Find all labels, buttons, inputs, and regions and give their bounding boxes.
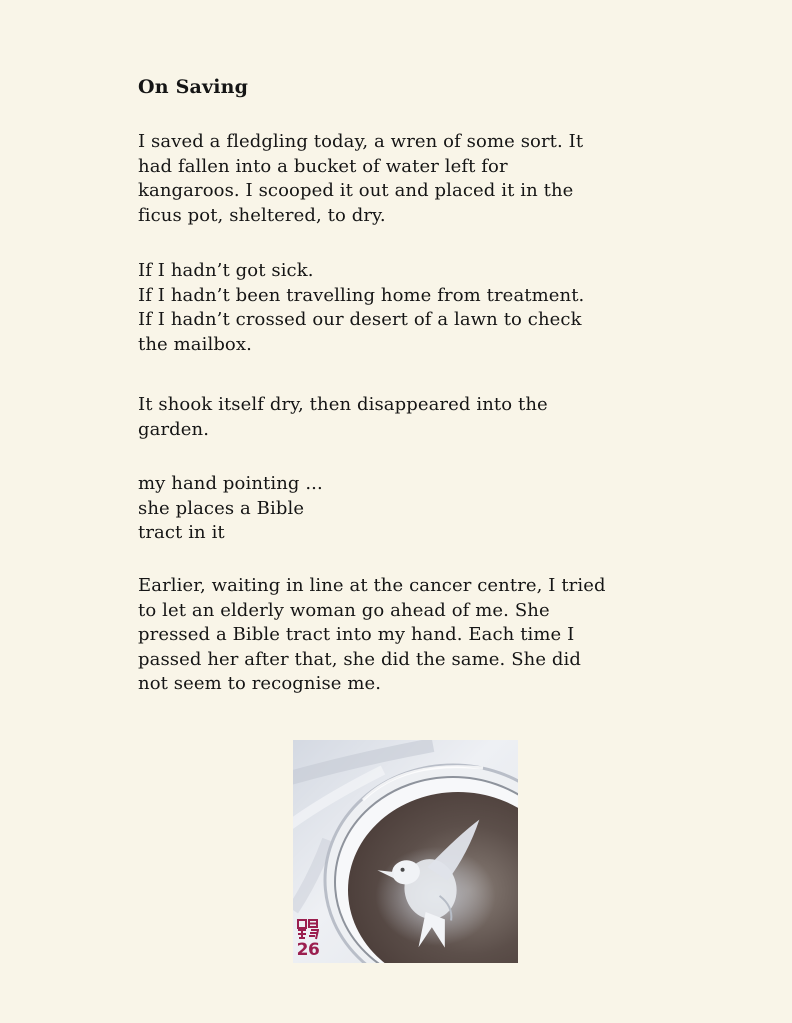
paragraph-if-i-hadnt [138,259,584,357]
text-line: ficus pot, sheltered, to dry. [138,204,386,226]
text-line: to let an elderly woman go ahead of me. She [138,599,550,621]
text-line: passed her after that, she did the same. She did [138,648,581,670]
paragraph-fledgling [138,130,583,228]
text-line: the mailbox. [138,333,252,355]
page-number: 26 [296,940,320,960]
bird-in-bowl-image [293,740,518,963]
haiku [138,472,323,546]
text-line: If I hadn’t crossed our desert of a lawn to check [138,309,582,330]
text-line: kangaroos. I scooped it out and placed it in the [138,180,574,201]
text-line: It shook itself dry, then disappeared into the [138,394,548,415]
text-line: pressed a Bible tract into my hand. Each time I [138,624,575,645]
poem-title: On Saving [138,76,249,98]
text-line: had fallen into a bucket of water left for [138,155,508,177]
text-line: If I hadn’t been travelling home from treatment. [138,284,585,306]
paragraph-earlier [138,574,606,697]
haiku-line: my hand pointing ... [138,473,323,494]
text-line: not seem to recognise me. [138,673,382,694]
text-line: If I hadn’t got sick. [138,260,314,281]
text-line: I saved a fledgling today, a wren of some sort. It [138,131,584,152]
bird-in-bowl-illustration [293,740,518,963]
haiku-line: she places a Bible [138,497,305,519]
text-line: Earlier, waiting in line at the cancer centre, I tried [138,575,606,596]
paragraph-shook-dry [138,393,548,442]
haiku-line: tract in it [138,522,225,543]
magpie-seal-icon [297,918,319,940]
seal-stamp [295,918,321,959]
text-line: garden. [138,418,210,440]
